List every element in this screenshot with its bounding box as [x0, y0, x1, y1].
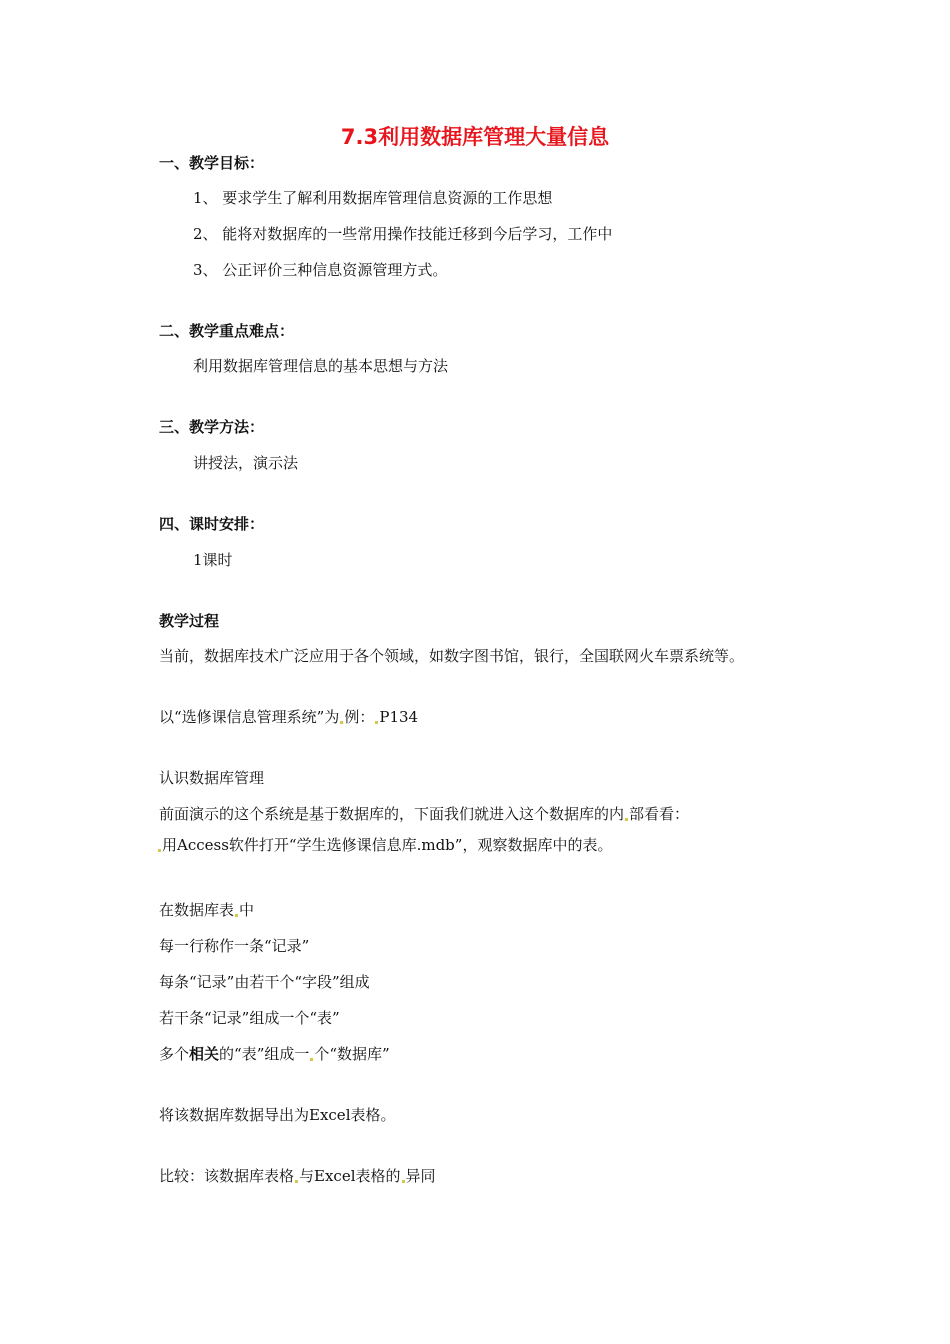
process-paragraph-2: [159, 706, 418, 728]
p5-text: 用Access软件打开“学生选修课信息库.mdb”，观察数据库中的表。: [162, 836, 613, 854]
p4-text-a: 前面演示的这个系统是基于数据库的，下面我们就进入这个数据库的内: [159, 805, 625, 823]
p2-text-b: 例：: [344, 708, 375, 726]
p10-bold-text: 相关: [189, 1045, 220, 1063]
mark-dot: [625, 818, 628, 821]
p2-text-c: P134: [379, 708, 419, 726]
process-paragraph-9: 若干条“记录”组成一个“表”: [159, 1009, 340, 1027]
p10-text-c: 的“表”组成一: [219, 1045, 310, 1063]
process-paragraph-3: 认识数据库管理: [159, 769, 265, 787]
mark-dot: [235, 914, 238, 917]
p12-text-b: 与Excel表格的: [299, 1167, 401, 1185]
goal-item-3: 3、 公正评价三种信息资源管理方式。: [193, 261, 448, 279]
mark-dot: [375, 721, 378, 724]
p12-text-a: 比较：该数据库表格: [159, 1167, 295, 1185]
process-heading: 教学过程: [159, 612, 220, 630]
methods-heading: 三、教学方法：: [159, 418, 265, 436]
process-paragraph-1: 当前，数据库技术广泛应用于各个领域，如数字图书馆，银行，全国联网火车票系统等。: [159, 647, 745, 665]
key-points-heading: 二、教学重点难点：: [159, 322, 295, 340]
p12-text-c: 异同: [405, 1167, 436, 1185]
goal-item-1: 1、 要求学生了解利用数据库管理信息资源的工作思想: [193, 189, 553, 207]
p10-text-a: 多个: [159, 1045, 190, 1063]
process-paragraph-5: [157, 834, 612, 856]
process-paragraph-8: 每条“记录”由若干个“字段”组成: [159, 973, 370, 991]
p6-text-a: 在数据库表: [159, 901, 235, 919]
mark-dot: [402, 1180, 405, 1183]
process-paragraph-12: [159, 1165, 436, 1187]
process-paragraph-7: 每一行称作一条“记录”: [159, 937, 310, 955]
mark-dot: [340, 721, 343, 724]
p2-text-a: 以“选修课信息管理系统”为: [159, 708, 340, 726]
goals-heading: 一、教学目标：: [159, 154, 265, 172]
key-points-text: 利用数据库管理信息的基本思想与方法: [193, 357, 449, 375]
p4-text-b: 部看看：: [629, 805, 690, 823]
methods-text: 讲授法，演示法: [193, 454, 299, 472]
mark-dot: [158, 849, 161, 852]
process-paragraph-11: 将该数据库数据导出为Excel表格。: [159, 1106, 396, 1124]
schedule-heading: 四、课时安排：: [159, 515, 265, 533]
p10-text-d: 个“数据库”: [314, 1045, 390, 1063]
mark-dot: [310, 1058, 313, 1061]
process-paragraph-10: [159, 1043, 390, 1065]
process-paragraph-6: [159, 899, 254, 921]
p6-text-b: 中: [239, 901, 255, 919]
schedule-text: 1课时: [193, 551, 233, 569]
document-title: 7.3利用数据库管理大量信息: [340, 125, 610, 149]
process-paragraph-4: [159, 803, 689, 825]
mark-dot: [295, 1180, 298, 1183]
goal-item-2: 2、 能将对数据库的一些常用操作技能迁移到今后学习，工作中: [193, 225, 613, 243]
